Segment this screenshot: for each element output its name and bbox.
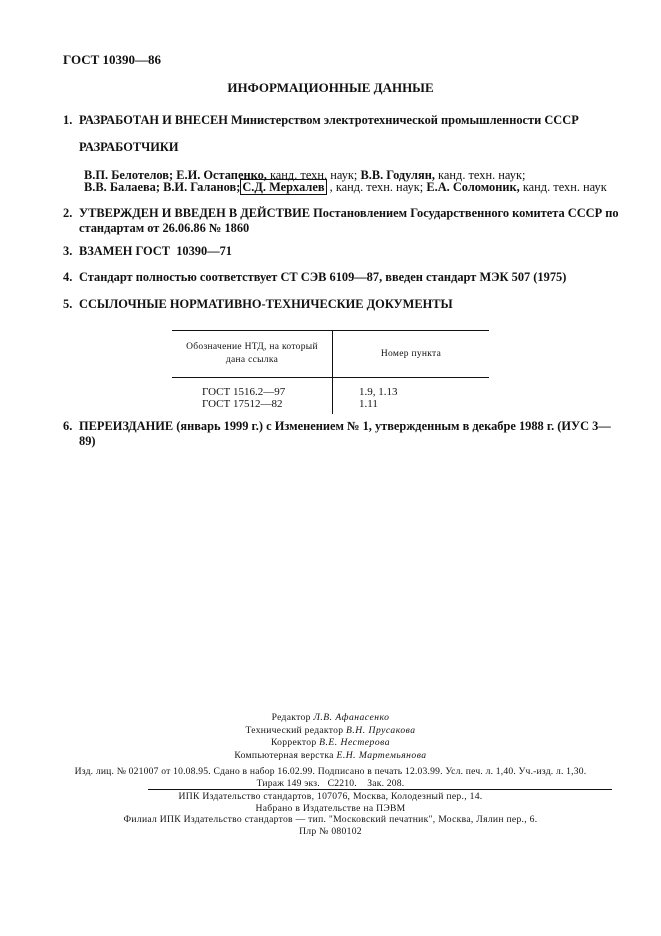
section-6-number: 6. <box>63 419 73 433</box>
developer-degree: , канд. техн. наук; <box>326 180 427 194</box>
credit-label: Технический редактор <box>245 724 344 736</box>
section-6 <box>63 419 617 449</box>
section-2-text: УТВЕРЖДЕН И ВВЕДЕН В ДЕЙСТВИЕ Постановлением Государственного комитета СССР по стандартам от 26.06.86 № 1860 <box>79 206 619 235</box>
credit-proofreader <box>0 737 661 750</box>
credit-tech-editor <box>0 725 661 738</box>
developers-line-2 <box>84 179 607 195</box>
section-3-text: ВЗАМЕН ГОСТ 10390—71 <box>79 244 232 258</box>
section-5-number: 5. <box>63 297 73 311</box>
section-5-text: ССЫЛОЧНЫЕ НОРМАТИВНО-ТЕХНИЧЕСКИЕ ДОКУМЕНТЫ <box>79 297 453 311</box>
developer-degree: канд. техн. наук <box>519 180 607 194</box>
credit-editor <box>0 712 661 725</box>
developer-names: В.В. Годулян, <box>360 168 435 182</box>
publisher-info <box>0 791 661 837</box>
developer-degree: канд. техн. наук; <box>434 168 526 182</box>
divider <box>148 789 612 790</box>
credit-label: Компьютерная верстка <box>234 749 334 761</box>
developer-names: Е.А. Соломоник, <box>426 180 520 194</box>
publisher-line: ИПК Издательство стандартов, 107076, Москва, Колодезный пер., 14. <box>178 791 483 802</box>
section-5 <box>63 297 453 312</box>
table-cell-document: ГОСТ 17512—82 <box>172 398 333 414</box>
credits-block <box>0 712 661 762</box>
section-1-text: Министерством электротехнической промышленности СССР <box>227 113 579 127</box>
page-title: ИНФОРМАЦИОННЫЕ ДАННЫЕ <box>227 80 434 95</box>
section-1 <box>63 113 579 128</box>
section-1-lead: РАЗРАБОТАН И ВНЕСЕН <box>79 113 228 127</box>
credit-name: Е.Н. Мартемьянова <box>336 749 427 761</box>
section-3-number: 3. <box>63 244 73 258</box>
credit-name: Л.В. Афанасенко <box>313 712 390 723</box>
column-header-clause: Номер пункта <box>333 331 490 378</box>
section-2-number: 2. <box>63 206 73 220</box>
section-3 <box>63 244 232 259</box>
credit-layout <box>0 750 661 763</box>
publisher-line: Филиал ИПК Издательство стандартов — тип. "Московский печатник", Москва, Лялин пер., 6. <box>123 814 538 825</box>
print-info <box>0 766 661 790</box>
section-4-number: 4. <box>63 270 73 284</box>
section-1-number: 1. <box>63 113 73 127</box>
developer-name-boxed: С.Д. Мерхалев <box>242 180 325 194</box>
developer-degree: канд. техн. наук; <box>266 168 361 182</box>
credit-name: В.Н. Прусакова <box>346 724 416 736</box>
document-code: ГОСТ 10390—86 <box>63 52 162 67</box>
print-info-line: Изд. лиц. № 021007 от 10.08.95. Сдано в набор 16.02.99. Подписано в печать 12.03.99. Усл. печ. л. 1,40. Уч.-изд. л. 1,30. <box>74 766 587 777</box>
credit-label: Редактор <box>271 712 311 723</box>
table-cell-document: ГОСТ 1516.2—97 <box>172 378 333 399</box>
developer-names: В.П. Белотелов; Е.И. Остапенко, <box>84 168 267 182</box>
credit-label: Корректор <box>270 737 317 748</box>
publisher-line: Набрано в Издательстве на ПЭВМ <box>255 802 406 814</box>
section-6-text: ПЕРЕИЗДАНИЕ (январь 1999 г.) с Изменением № 1, утвержденным в декабре 1988 г. (ИУС 3—89) <box>79 419 611 448</box>
table-cell-clause: 1.9, 1.13 <box>359 386 398 398</box>
references-table <box>172 330 489 414</box>
table-header-row <box>172 331 489 378</box>
table-row <box>172 398 489 414</box>
section-4 <box>63 270 566 285</box>
publisher-line: Плр № 080102 <box>299 825 362 837</box>
developer-names: В.В. Балаева; В.И. Галанов; <box>84 180 241 194</box>
print-info-line: Тираж 149 экз. С2210. Зак. 208. <box>256 778 405 789</box>
table-row <box>172 378 489 399</box>
section-4-text: Стандарт полностью соответствует СТ СЭВ 6109—87, введен стандарт МЭК 507 (1975) <box>79 270 567 284</box>
table-cell-clause: 1.11 <box>359 398 378 410</box>
credit-name: В.Е. Нестерова <box>319 737 391 748</box>
developers-label: РАЗРАБОТЧИКИ <box>79 140 179 154</box>
column-header-document: Обозначение НТД, на который дана ссылка <box>172 331 333 378</box>
section-2 <box>63 206 619 236</box>
